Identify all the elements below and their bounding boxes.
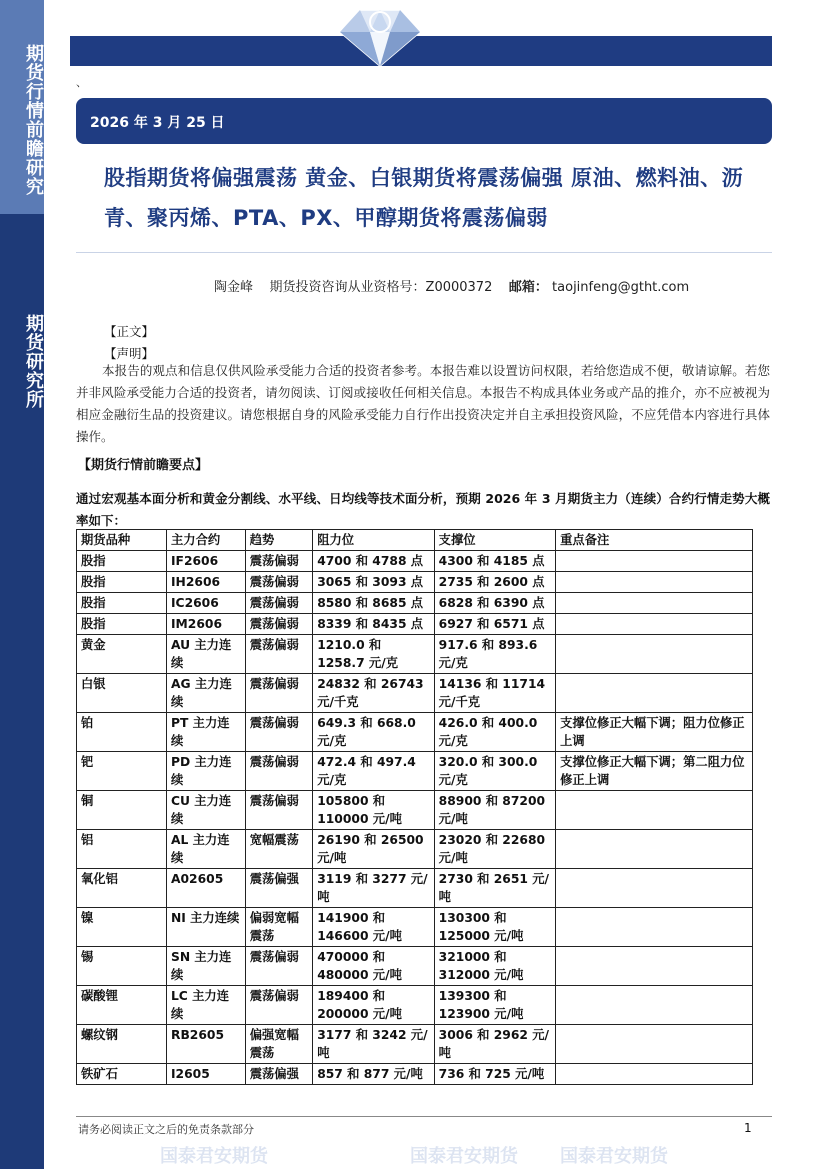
table-cell: 857 和 877 元/吨 bbox=[313, 1064, 434, 1085]
table-cell: 139300 和 123900 元/吨 bbox=[434, 986, 555, 1025]
table-cell: 股指 bbox=[77, 593, 167, 614]
table-cell: 黄金 bbox=[77, 635, 167, 674]
table-cell: 震荡偏弱 bbox=[245, 791, 312, 830]
table-cell: 螺纹钢 bbox=[77, 1025, 167, 1064]
futures-outlook-table bbox=[76, 529, 753, 1085]
table-cell: 8580 和 8685 点 bbox=[313, 593, 434, 614]
table-cell: 24832 和 26743 元/千克 bbox=[313, 674, 434, 713]
table-cell: 2735 和 2600 点 bbox=[434, 572, 555, 593]
table-cell: 震荡偏弱 bbox=[245, 551, 312, 572]
table-cell bbox=[556, 947, 753, 986]
table-cell: 震荡偏弱 bbox=[245, 614, 312, 635]
table-row bbox=[77, 572, 753, 593]
date-bar bbox=[76, 98, 772, 144]
table-row bbox=[77, 713, 753, 752]
table-cell bbox=[556, 674, 753, 713]
table-cell: 铂 bbox=[77, 713, 167, 752]
table-row bbox=[77, 674, 753, 713]
table-cell: AG 主力连续 bbox=[166, 674, 245, 713]
table-cell: IC2606 bbox=[166, 593, 245, 614]
table-cell: A02605 bbox=[166, 869, 245, 908]
table-cell: 震荡偏弱 bbox=[245, 674, 312, 713]
table-row bbox=[77, 593, 753, 614]
table-cell bbox=[556, 869, 753, 908]
table-cell: 189400 和 200000 元/吨 bbox=[313, 986, 434, 1025]
column-header: 支撑位 bbox=[434, 530, 555, 551]
table-cell bbox=[556, 635, 753, 674]
table-cell: 3177 和 3242 元/吨 bbox=[313, 1025, 434, 1064]
table-cell: 震荡偏弱 bbox=[245, 635, 312, 674]
table-row bbox=[77, 791, 753, 830]
table-cell: 碳酸锂 bbox=[77, 986, 167, 1025]
author-qualification: 期货投资咨询从业资格号：Z0000372 bbox=[269, 280, 493, 295]
sidebar-department: 期货研究所 bbox=[23, 313, 44, 409]
table-cell: 偏弱宽幅震荡 bbox=[245, 908, 312, 947]
watermark-text: 国泰君安期货 bbox=[410, 1146, 518, 1167]
column-header: 趋势 bbox=[245, 530, 312, 551]
table-cell: 3006 和 2962 元/吨 bbox=[434, 1025, 555, 1064]
table-cell bbox=[556, 1064, 753, 1085]
table-cell: 震荡偏弱 bbox=[245, 986, 312, 1025]
table-cell: 震荡偏强 bbox=[245, 1064, 312, 1085]
section-title: 【期货行情前瞻要点】 bbox=[78, 458, 209, 473]
table-cell: 3065 和 3093 点 bbox=[313, 572, 434, 593]
table-cell: PT 主力连续 bbox=[166, 713, 245, 752]
table-cell bbox=[556, 551, 753, 572]
tick-mark: 、 bbox=[76, 76, 87, 89]
table-cell: 917.6 和 893.6 元/克 bbox=[434, 635, 555, 674]
table-cell: 宽幅震荡 bbox=[245, 830, 312, 869]
table-cell: 股指 bbox=[77, 572, 167, 593]
column-header: 主力合约 bbox=[166, 530, 245, 551]
table-row bbox=[77, 635, 753, 674]
table-row bbox=[77, 908, 753, 947]
table-cell: 6828 和 6390 点 bbox=[434, 593, 555, 614]
table-row bbox=[77, 1064, 753, 1085]
table-cell: 股指 bbox=[77, 614, 167, 635]
table-cell: IM2606 bbox=[166, 614, 245, 635]
table-cell: 震荡偏弱 bbox=[245, 593, 312, 614]
table-row bbox=[77, 830, 753, 869]
table-cell: 130300 和 125000 元/吨 bbox=[434, 908, 555, 947]
column-header: 阻力位 bbox=[313, 530, 434, 551]
table-cell: 铜 bbox=[77, 791, 167, 830]
table-cell: 105800 和 110000 元/吨 bbox=[313, 791, 434, 830]
sidebar-report-type: 期货行情前瞻研究 bbox=[23, 44, 44, 196]
author-email[interactable]: taojinfeng@gtht.com bbox=[552, 280, 690, 295]
table-cell: NI 主力连续 bbox=[166, 908, 245, 947]
table-cell: 3119 和 3277 元/吨 bbox=[313, 869, 434, 908]
table-cell: 320.0 和 300.0 元/克 bbox=[434, 752, 555, 791]
table-cell: IF2606 bbox=[166, 551, 245, 572]
table-cell bbox=[556, 572, 753, 593]
author-name: 陶金峰 bbox=[214, 280, 254, 295]
email-label: 邮箱： bbox=[508, 280, 548, 295]
table-cell bbox=[556, 986, 753, 1025]
label-statement: 【声明】 bbox=[104, 346, 155, 361]
table-cell: AL 主力连续 bbox=[166, 830, 245, 869]
label-main-text: 【正文】 bbox=[104, 324, 155, 339]
table-cell: 472.4 和 497.4 元/克 bbox=[313, 752, 434, 791]
page-number: 1 bbox=[744, 1121, 752, 1135]
column-header: 期货品种 bbox=[77, 530, 167, 551]
table-cell bbox=[556, 593, 753, 614]
diamond-logo-icon bbox=[325, 2, 435, 68]
table-row bbox=[77, 869, 753, 908]
watermark-text: 国泰君安期货 bbox=[160, 1146, 268, 1167]
table-cell bbox=[556, 614, 753, 635]
table-cell: 震荡偏弱 bbox=[245, 752, 312, 791]
table-cell: 88900 和 87200 元/吨 bbox=[434, 791, 555, 830]
table-cell: 锡 bbox=[77, 947, 167, 986]
table-cell: 铝 bbox=[77, 830, 167, 869]
column-header: 重点备注 bbox=[556, 530, 753, 551]
table-cell: 321000 和 312000 元/吨 bbox=[434, 947, 555, 986]
title-divider bbox=[76, 252, 772, 253]
report-date: 2026 年 3 月 25 日 bbox=[90, 115, 225, 131]
footer-disclaimer: 请务必阅读正文之后的免责条款部分 bbox=[78, 1123, 254, 1136]
table-cell: 14136 和 11714 元/千克 bbox=[434, 674, 555, 713]
author-line bbox=[214, 276, 689, 295]
table-cell: 震荡偏弱 bbox=[245, 572, 312, 593]
table-cell bbox=[556, 830, 753, 869]
table-cell: 4300 和 4185 点 bbox=[434, 551, 555, 572]
table-cell: CU 主力连续 bbox=[166, 791, 245, 830]
intro-paragraph: 通过宏观基本面分析和黄金分割线、水平线、日均线等技术面分析，预期 2026 年 3 月期货主力（连续）合约行情走势大概率如下： bbox=[76, 491, 770, 528]
table-cell: 1210.0 和 1258.7 元/克 bbox=[313, 635, 434, 674]
statement-paragraph: 本报告的观点和信息仅供风险承受能力合适的投资者参考。本报告难以设置访问权限，若给您造成不便，敬请谅解。若您并非风险承受能力合适的投资者，请勿阅读、订阅或接收任何相关信息。本报告不构成具体业务或产品的推介，亦不应被视为相应金融衍生品的投资建议。请您根据自身的风险承受能力自行作出投资决定并自主承担投资风险，不应凭借本内容进行具体操作。 bbox=[76, 363, 770, 444]
table-row bbox=[77, 986, 753, 1025]
table-cell: IH2606 bbox=[166, 572, 245, 593]
table-header-row bbox=[77, 530, 753, 551]
table-cell bbox=[556, 1025, 753, 1064]
table-cell: 氧化铝 bbox=[77, 869, 167, 908]
table-body bbox=[77, 551, 753, 1085]
table-cell: RB2605 bbox=[166, 1025, 245, 1064]
table-cell: 股指 bbox=[77, 551, 167, 572]
table-row bbox=[77, 752, 753, 791]
table-cell: 钯 bbox=[77, 752, 167, 791]
table-row bbox=[77, 614, 753, 635]
table-cell: 141900 和 146600 元/吨 bbox=[313, 908, 434, 947]
table-cell: 426.0 和 400.0 元/克 bbox=[434, 713, 555, 752]
table-cell: 支撑位修正大幅下调；阻力位修正上调 bbox=[556, 713, 753, 752]
table-row bbox=[77, 551, 753, 572]
table-cell: 8339 和 8435 点 bbox=[313, 614, 434, 635]
table-cell: SN 主力连续 bbox=[166, 947, 245, 986]
table-cell: 2730 和 2651 元/吨 bbox=[434, 869, 555, 908]
table-cell: LC 主力连续 bbox=[166, 986, 245, 1025]
table-cell bbox=[556, 791, 753, 830]
table-cell: 镍 bbox=[77, 908, 167, 947]
table-cell: 震荡偏弱 bbox=[245, 947, 312, 986]
table-cell: 4700 和 4788 点 bbox=[313, 551, 434, 572]
table-row bbox=[77, 1025, 753, 1064]
table-cell: 23020 和 22680 元/吨 bbox=[434, 830, 555, 869]
table-cell: 铁矿石 bbox=[77, 1064, 167, 1085]
table-cell: 偏强宽幅震荡 bbox=[245, 1025, 312, 1064]
watermark-text: 国泰君安期货 bbox=[560, 1146, 668, 1167]
report-title: 股指期货将偏强震荡 黄金、白银期货将震荡偏强 原油、燃料油、沥青、聚丙烯、PTA、PX、甲醇期货将震荡偏弱 bbox=[104, 166, 744, 230]
table-cell: 震荡偏强 bbox=[245, 869, 312, 908]
table-cell: 震荡偏弱 bbox=[245, 713, 312, 752]
table-cell: AU 主力连续 bbox=[166, 635, 245, 674]
table-cell: 6927 和 6571 点 bbox=[434, 614, 555, 635]
table-cell: I2605 bbox=[166, 1064, 245, 1085]
table-row bbox=[77, 947, 753, 986]
table-cell: 白银 bbox=[77, 674, 167, 713]
table-cell: 736 和 725 元/吨 bbox=[434, 1064, 555, 1085]
table-cell: 26190 和 26500 元/吨 bbox=[313, 830, 434, 869]
table-cell: 470000 和 480000 元/吨 bbox=[313, 947, 434, 986]
table-cell bbox=[556, 908, 753, 947]
table-cell: 支撑位修正大幅下调；第二阻力位修正上调 bbox=[556, 752, 753, 791]
footer-divider bbox=[76, 1116, 772, 1117]
table-cell: PD 主力连续 bbox=[166, 752, 245, 791]
table-cell: 649.3 和 668.0 元/克 bbox=[313, 713, 434, 752]
